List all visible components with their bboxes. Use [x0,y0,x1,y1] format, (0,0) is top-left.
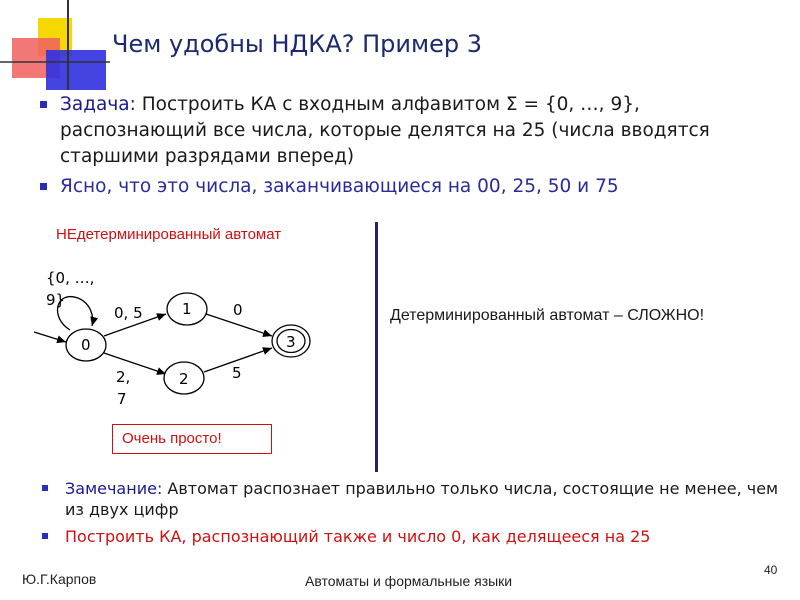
dka-label: Детерминированный автомат – СЛОЖНО! [390,307,705,324]
bullet-marker [40,183,47,190]
decorative-logo [0,0,110,90]
footer-author: Ю.Г.Карпов [22,571,97,587]
notes-list [40,478,790,547]
edge-1-3-label: 0 [233,301,243,319]
note-remark [40,478,790,520]
state-1-label: 1 [182,300,192,318]
edge-0-2-label-b: 7 [117,390,127,408]
vertical-divider [375,222,378,472]
footer-course: Автоматы и формальные языки [305,573,513,589]
zero-task-text: Построить КА, распознающий также и число 0, как делящееся на 25 [65,527,651,546]
task-text: Построить КА с входным алфавитом Σ = {0, …, 9}, распознающий все числа, которые делятся на 25 (числа вводятся старшими разрядами вперед) [60,94,710,167]
slide-title: Чем удобны НДКА? Пример 3 [112,30,483,58]
bullet-task [40,92,790,170]
task-label: Задача: [60,94,136,115]
state-0-label: 0 [81,336,91,354]
remark-text: Автомат распознает правильно только числа, состоящие не менее, чем из двух цифр [65,479,779,519]
bullet-clear [40,174,790,200]
remark-label: Замечание: [65,479,163,498]
nfa-diagram [20,260,320,410]
bullet-marker [42,485,48,491]
page-number: 40 [764,563,778,577]
edge-0-2 [104,353,166,374]
state-2-label: 2 [179,370,189,388]
note-task [40,526,790,547]
task-bullets [40,92,790,200]
bullet-marker [40,101,47,108]
edge-0-1-label: 0, 5 [114,304,143,322]
loop-label-line2: 9} [46,291,66,309]
loop-label-line1: {0, …, [46,269,95,287]
very-simple-box: Очень просто! [112,424,272,454]
initial-arrow [34,332,66,342]
edge-2-3-label: 5 [232,364,242,382]
state-3-label: 3 [286,333,296,351]
clear-text: Ясно, что это числа, заканчивающиеся на 00, 25, 50 и 75 [60,176,619,197]
ndka-label: НЕдетерминированный автомат [56,226,282,243]
edge-0-2-label-a: 2, [116,368,131,386]
bullet-marker [42,533,48,539]
